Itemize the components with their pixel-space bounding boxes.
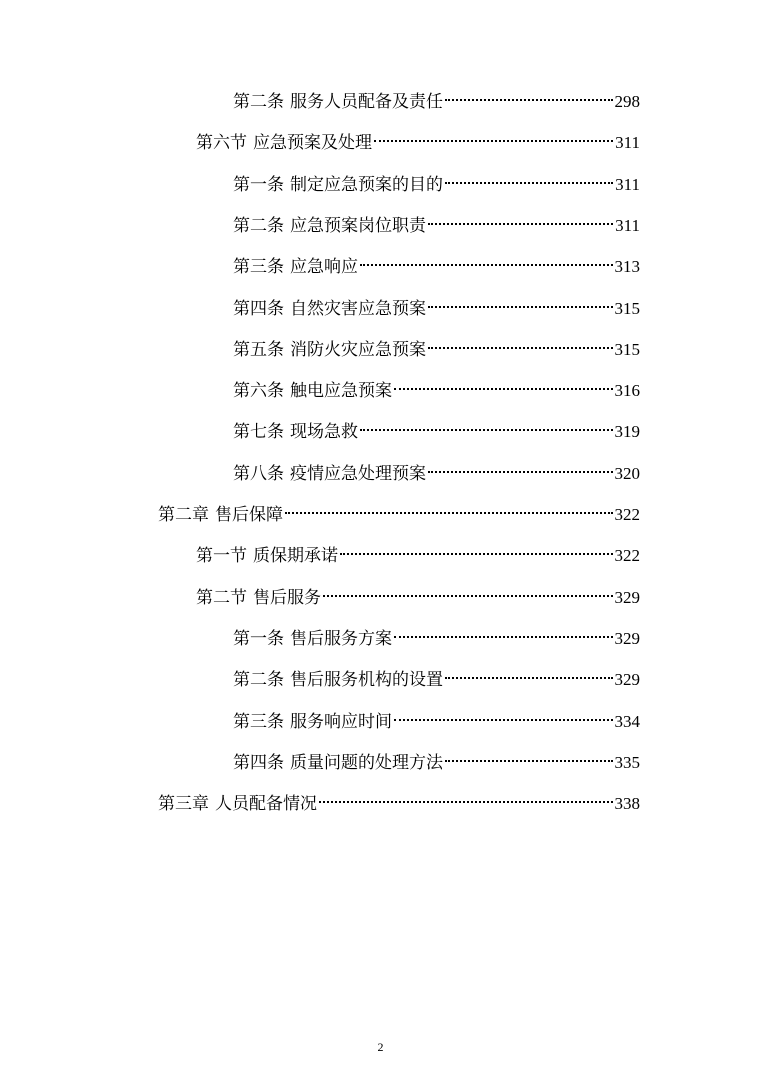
toc-entry-page: 315 — [614, 339, 640, 359]
toc-leader-dots — [340, 552, 613, 555]
toc-entry-title: 售后服务机构的设置 — [290, 670, 443, 691]
toc-entry-title: 质保期承诺 — [253, 546, 338, 567]
toc-entry-page: 320 — [614, 463, 640, 483]
toc-leader-dots — [319, 800, 613, 803]
toc-leader-dots — [394, 718, 613, 721]
toc-entry-page: 319 — [614, 422, 640, 442]
toc-entry[interactable] — [196, 129, 640, 157]
toc-entry[interactable] — [233, 749, 640, 777]
toc-entry[interactable] — [233, 377, 640, 405]
toc-entry-label: 第一节 — [196, 546, 247, 567]
toc-entry-label: 第八条 — [233, 463, 284, 484]
toc-entry-label: 第一条 — [233, 174, 284, 195]
toc-entry-title: 售后服务方案 — [290, 628, 392, 649]
toc-entry-label: 第二章 — [158, 505, 209, 525]
toc-entry[interactable] — [233, 253, 640, 281]
toc-entry-label: 第二节 — [196, 587, 247, 608]
toc-entry[interactable] — [158, 790, 640, 818]
toc-entry-label: 第二条 — [233, 215, 284, 236]
toc-entry-title: 制定应急预案的目的 — [290, 174, 443, 195]
toc-entry-title: 现场急救 — [290, 422, 358, 443]
toc-leader-dots — [285, 511, 613, 514]
toc-entry-page: 338 — [614, 794, 640, 814]
toc-entry-label: 第三章 — [158, 794, 209, 815]
toc-leader-dots — [360, 428, 613, 431]
toc-leader-dots — [394, 635, 613, 638]
toc-entry-page: 335 — [614, 752, 640, 772]
toc-entry-title: 服务人员配备及责任 — [290, 92, 443, 112]
toc-entry-label: 第七条 — [233, 422, 284, 443]
toc-entry-page: 316 — [614, 381, 640, 401]
toc-entry[interactable] — [233, 336, 640, 364]
toc-entry-page: 311 — [615, 133, 640, 153]
toc-entry[interactable] — [233, 418, 640, 446]
toc-entry-label: 第五条 — [233, 339, 284, 360]
toc-entry-label: 第三条 — [233, 257, 284, 278]
toc-leader-dots — [428, 222, 613, 225]
toc-entry-page: 298 — [614, 92, 640, 111]
toc-leader-dots — [360, 263, 613, 266]
toc-leader-dots — [428, 470, 613, 473]
toc-entry-title: 应急预案岗位职责 — [290, 215, 426, 236]
toc-entry[interactable] — [233, 625, 640, 653]
toc-entry[interactable] — [196, 584, 640, 612]
toc-entry[interactable] — [196, 542, 640, 570]
toc-entry-page: 315 — [614, 298, 640, 318]
toc-entry[interactable] — [233, 295, 640, 323]
toc-entry-page: 311 — [615, 174, 640, 194]
toc-entry-title: 质量问题的处理方法 — [290, 752, 443, 773]
toc-entry-title: 售后服务 — [253, 587, 321, 608]
toc-entry[interactable] — [233, 212, 640, 240]
toc-entry[interactable] — [233, 666, 640, 694]
toc-entry-label: 第六节 — [196, 133, 247, 154]
toc-entry-page: 322 — [614, 505, 640, 524]
toc-leader-dots — [394, 387, 613, 390]
toc-leader-dots — [445, 98, 613, 101]
toc-leader-dots — [445, 676, 613, 679]
toc-entry-label: 第一条 — [233, 628, 284, 649]
toc-leader-dots — [445, 759, 613, 762]
toc-entry-page: 329 — [614, 628, 640, 648]
toc-entry-title: 服务响应时间 — [290, 711, 392, 732]
toc-entry-title: 应急响应 — [290, 257, 358, 278]
toc-entry[interactable] — [233, 708, 640, 736]
toc-entry-label: 第二条 — [233, 92, 284, 112]
toc-entry-title: 应急预案及处理 — [253, 133, 372, 154]
toc-entry[interactable] — [158, 501, 640, 529]
toc-entry-page: 311 — [615, 215, 640, 235]
toc-entry-page: 329 — [614, 670, 640, 690]
toc-entry-label: 第三条 — [233, 711, 284, 732]
toc-entry-label: 第四条 — [233, 298, 284, 319]
toc-leader-dots — [374, 139, 613, 142]
toc-entry-page: 334 — [614, 711, 640, 731]
toc-entry-page: 329 — [614, 587, 640, 607]
toc-leader-dots — [428, 346, 613, 349]
toc-entry-title: 触电应急预案 — [290, 381, 392, 402]
toc-entry[interactable] — [233, 171, 640, 199]
toc-entry-page: 322 — [614, 546, 640, 566]
toc-leader-dots — [445, 181, 613, 184]
toc-entry-title: 自然灾害应急预案 — [290, 298, 426, 319]
toc-entry-label: 第二条 — [233, 670, 284, 691]
toc-entry-title: 售后保障 — [215, 505, 283, 525]
toc-entry-title: 人员配备情况 — [215, 794, 317, 815]
toc-entry-title: 疫情应急处理预案 — [290, 463, 426, 484]
toc-leader-dots — [428, 305, 613, 308]
toc-entry[interactable] — [233, 460, 640, 488]
toc-entry[interactable] — [233, 88, 640, 116]
toc-entry-page: 313 — [614, 257, 640, 277]
toc-leader-dots — [323, 594, 613, 597]
page-number: 2 — [377, 1040, 384, 1054]
toc-entry-label: 第六条 — [233, 381, 284, 402]
toc-entry-label: 第四条 — [233, 752, 284, 773]
toc-entry-title: 消防火灾应急预案 — [290, 339, 426, 360]
